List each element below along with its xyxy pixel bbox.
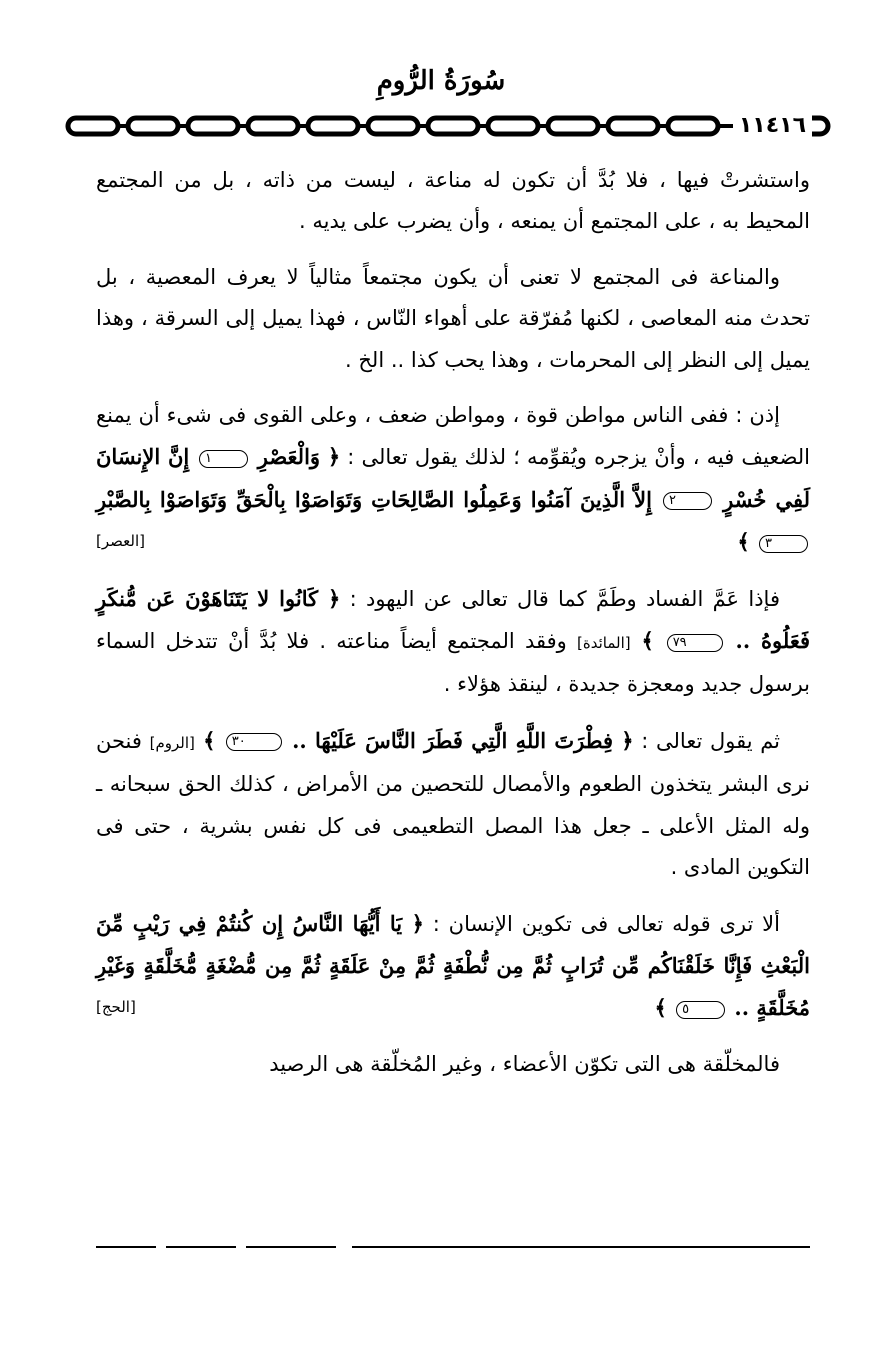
footer-divider	[96, 1246, 810, 1248]
ornate-bracket-open: ﴿	[621, 727, 634, 753]
ayah-number-marker: ٧٩	[667, 634, 723, 652]
ornate-bracket-open: ﴿	[328, 585, 341, 611]
paragraph-1: واستشرتْ فيها ، فلا بُدَّ أن تكون له مناعة ، ليست من ذاته ، بل من المجتمع المحيط به ، على المجتمع أن يمنعه ، وأن يضرب على يديه .	[96, 168, 810, 234]
paragraph-3-intro: إذن : ففى الناس مواطن قوة ، ومواطن ضعف ، وعلى القوى فى شىء أن يمنع الضعيف فيه ، وأنْ يزجره ويُقوِّمه ؛ لذلك يقول تعالى :	[96, 403, 811, 470]
ornate-bracket-close: ﴾	[203, 727, 216, 753]
paragraph-7: فالمخلّقة هى التى تكوّن الأعضاء ، وغير المُخلّقة هى الرصيد	[269, 1051, 780, 1076]
page-header-band	[64, 113, 832, 139]
ayah-number-marker: ٣٠	[226, 733, 282, 751]
quran-quote-rum	[195, 728, 634, 753]
verse-text: كَانُوا لا يَتَنَاهَوْنَ عَن مُّنكَرٍ فَعَلُوهُ ..	[96, 585, 810, 654]
paragraph-6-intro: ألا ترى قوله تعالى فى تكوين الإنسان :	[432, 911, 780, 936]
paragraph-5-intro: ثم يقول تعالى :	[641, 728, 781, 753]
paragraph-6	[96, 903, 810, 1030]
surah-reference: [العصر]	[96, 532, 145, 551]
surah-reference: [الحج]	[96, 998, 136, 1017]
ornate-bracket-open: ﴿	[327, 444, 341, 470]
surah-title: سُورَةُ الرُّومِ	[376, 66, 506, 96]
verse-text: وَالْعَصْرِ	[257, 444, 321, 470]
page-number: ١١٤١٦	[733, 113, 812, 139]
paragraph-2: والمناعة فى المجتمع لا تعنى أن يكون مجتمعاً مثالياً لا يعرف المعصية ، بل تحدث منه المعاصى ، لكنها مُفرّقة على أهواء النّاس ، فهذا يميل إلى السرقة ، وهذا يميل إلى النظر إلى المحرمات ، وهذا يحب كذا .. الخ .	[96, 264, 810, 372]
ayah-number-marker: ٢	[663, 492, 712, 510]
paragraph-5	[96, 720, 810, 889]
verse-text: إِنَّ الإِنسَانَ لَفِي خُسْرٍ	[96, 444, 811, 512]
paragraph-5-continuation: فنحن نرى البشر يتخذون الطعوم والأمصال للتحصين من الأمراض ، كذلك الحق سبحانه ـ وله المثل الأعلى ـ جعل هذا المصل التطعيمى فى كل نفس بشرية ، حتى فى التكوين المادى .	[96, 728, 810, 880]
verse-text: إِلاَّ الَّذِينَ آمَنُوا وَعَمِلُوا الصَّالِحَاتِ وَتَوَاصَوْا بِالْحَقِّ وَتَوَاصَوْا بِالصَّبْرِ	[96, 486, 652, 512]
ayah-number-marker: ١	[199, 450, 248, 468]
body-text	[96, 160, 810, 1099]
ornate-bracket-close: ﴾	[654, 995, 667, 1021]
paragraph-3	[96, 395, 810, 564]
chain-ornament	[64, 113, 832, 139]
surah-reference: [المائدة]	[577, 634, 631, 653]
paragraph-4	[96, 578, 810, 706]
ornate-bracket-open: ﴿	[411, 910, 424, 936]
verse-text: يَا أَيُّهَا النَّاسُ إِن كُنتُمْ فِي رَيْبٍ مِّنَ الْبَعْثِ فَإِنَّا خَلَقْنَاكُم مِّن تُرَابٍ ثُمَّ مِن نُّطْفَةٍ ثُمَّ مِنْ عَلَقَةٍ ثُمَّ مِن مُّضْغَةٍ مُّخَلَّقَةٍ وَغَيْرِ مُخَلَّقَةٍ ..	[96, 910, 810, 1021]
paragraph-4-continuation: وفقد المجتمع أيضاً مناعته . فلا بُدَّ أنْ تتدخل السماء برسول جديد ومعجزة جديدة ، لينقذ هؤلاء .	[96, 629, 810, 697]
ayah-number-marker: ٥	[676, 1001, 725, 1019]
ornate-bracket-close: ﴾	[641, 628, 654, 654]
ayah-number-marker: ٣	[759, 535, 808, 553]
paragraph-4-intro: فإذا عَمَّ الفساد وطَمَّ كما قال تعالى عن اليهود :	[349, 586, 780, 611]
verse-text: فِطْرَتَ اللَّهِ الَّتِي فَطَرَ النَّاسَ عَلَيْهَا ..	[292, 727, 613, 753]
surah-reference: [الروم]	[149, 733, 195, 752]
ornate-bracket-close: ﴾	[737, 529, 750, 555]
